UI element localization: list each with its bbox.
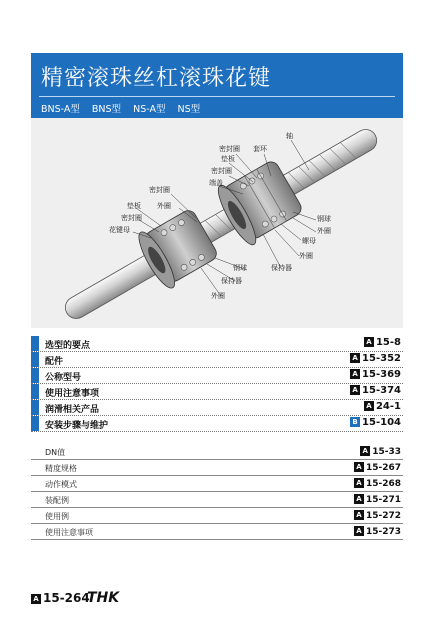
header-divider (39, 96, 395, 97)
label-seal: 密封圈 (121, 214, 142, 222)
label-seal: 密封圈 (149, 186, 170, 194)
reference-label: 润滑相关产品 (45, 405, 100, 415)
catalog-a-icon: A (350, 353, 360, 363)
catalog-a-icon: A (360, 446, 370, 456)
label-seal: 密封圈 (211, 167, 232, 175)
catalog-a-icon: A (354, 494, 364, 504)
reference-label: 选型的要点 (45, 341, 91, 351)
page-reference[interactable]: A 15-272 (354, 510, 401, 521)
reference-row[interactable] (31, 492, 403, 508)
catalog-a-icon: A (350, 369, 360, 379)
catalog-a-icon: A (354, 526, 364, 536)
reference-label: 精度规格 (45, 464, 77, 473)
page-header (31, 53, 403, 118)
label-outer-ring: 外圈 (299, 252, 313, 260)
page-reference[interactable]: A 15-369 (350, 369, 401, 380)
product-illustration (31, 118, 403, 328)
label-shim: 垫板 (221, 155, 235, 163)
page-number: A 15-264 (31, 591, 90, 605)
page-reference[interactable]: A 15-267 (354, 462, 401, 473)
reference-row[interactable] (31, 368, 403, 384)
ball-screw-spline-drawing (31, 118, 403, 328)
reference-label: 使用例 (45, 512, 69, 521)
catalog-a-icon: A (354, 478, 364, 488)
reference-label: 公称型号 (45, 373, 82, 383)
reference-row[interactable] (31, 524, 403, 540)
page-footer (31, 591, 151, 607)
reference-label: 装配例 (45, 496, 69, 505)
reference-row[interactable] (31, 508, 403, 524)
reference-label: DN值 (45, 448, 66, 457)
page-reference[interactable]: A 24-1 (364, 401, 401, 412)
label-outer-ring: 外圈 (211, 292, 225, 300)
reference-label: 使用注意事项 (45, 389, 100, 399)
model-type: BNS-A型 (41, 104, 80, 115)
reference-label: 动作模式 (45, 480, 77, 489)
label-outer-ring: 外圈 (317, 227, 331, 235)
page-title: 精密滚珠丝杠滚珠花键 (41, 66, 272, 91)
reference-row[interactable] (31, 352, 403, 368)
reference-row[interactable] (31, 444, 403, 460)
page-reference[interactable]: A 15-352 (350, 353, 401, 364)
page-reference[interactable]: A 15-374 (350, 385, 401, 396)
section-marker (31, 352, 39, 367)
model-type: NS型 (177, 104, 201, 115)
model-type-list (41, 101, 209, 115)
page-reference[interactable]: B 15-104 (350, 417, 401, 428)
section-marker (31, 368, 39, 383)
catalog-a-icon: A (31, 594, 41, 604)
brand-logo: THK (87, 590, 120, 606)
page-reference[interactable]: A 15-33 (360, 446, 401, 457)
catalog-a-icon: A (354, 510, 364, 520)
page-reference[interactable]: A 15-273 (354, 526, 401, 537)
catalog-a-icon: A (354, 462, 364, 472)
section-marker (31, 336, 39, 351)
reference-row[interactable] (31, 416, 403, 432)
catalog-a-icon: A (350, 385, 360, 395)
reference-label: 安装步骤与维护 (45, 421, 109, 431)
secondary-reference-list (31, 444, 403, 540)
catalog-b-icon: B (350, 417, 360, 427)
label-spline-nut: 花键母 (109, 226, 130, 234)
page-reference[interactable]: A 15-8 (364, 337, 401, 348)
section-marker (31, 384, 39, 399)
label-end-cap: 端盖 (209, 179, 223, 187)
page-reference[interactable]: A 15-268 (354, 478, 401, 489)
label-outer-ring: 外圈 (157, 202, 171, 210)
label-seal: 密封圈 (219, 145, 240, 153)
label-screw-nut: 螺母 (302, 237, 316, 245)
catalog-a-icon: A (364, 337, 374, 347)
reference-row[interactable] (31, 400, 403, 416)
label-shim: 垫板 (127, 202, 141, 210)
page-reference[interactable]: A 15-271 (354, 494, 401, 505)
reference-row[interactable] (31, 476, 403, 492)
label-steel-ball: 钢球 (233, 264, 247, 272)
model-type: NS-A型 (133, 104, 166, 115)
reference-row[interactable] (31, 336, 403, 352)
model-type: BNS型 (91, 104, 122, 115)
reference-label: 配件 (45, 357, 64, 367)
catalog-a-icon: A (364, 401, 374, 411)
label-retainer: 保持器 (221, 277, 242, 285)
label-sleeve-ring: 套环 (253, 145, 267, 153)
reference-label: 使用注意事项 (45, 528, 93, 537)
label-retainer: 保持器 (271, 264, 292, 272)
label-steel-ball: 钢球 (317, 215, 331, 223)
section-marker (31, 400, 39, 415)
reference-row[interactable] (31, 460, 403, 476)
section-marker (31, 416, 39, 431)
main-reference-list (31, 336, 403, 432)
reference-row[interactable] (31, 384, 403, 400)
label-shaft: 轴 (286, 132, 293, 140)
